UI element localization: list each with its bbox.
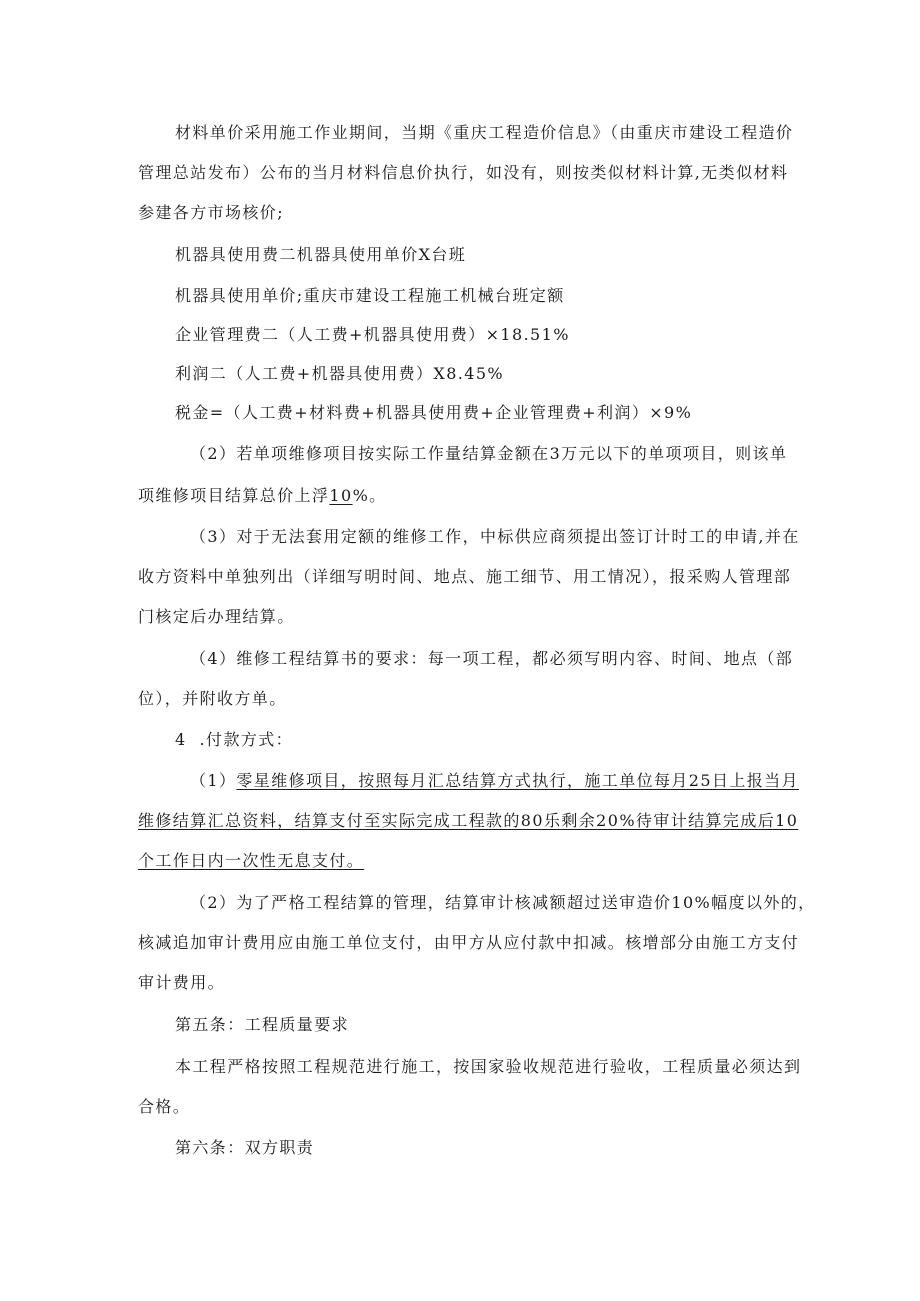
paragraph-material-price-line-3: 参建各方市场核价; [138,203,284,222]
paragraph-payment-2-line-1: （2）为了严格工程结算的管理，结算审计核减额超过送审造价10%幅度以外的， [190,893,816,912]
payment-1-number: （1） [190,771,237,790]
formula-machine-unit-price: 机器具使用单价;重庆市建设工程施工机械台班定额 [175,286,565,305]
paragraph-material-price-line-2: 管理总站发布）公布的当月材料信息价执行，如没有，则按类似材料计算,无类似材料 [138,163,789,182]
paragraph-item-3-line-3: 门核定后办理结算。 [138,607,295,626]
paragraph-item-3-line-1: （3）对于无法套用定额的维修工作，中标供应商须提出签订计时工的申请,并在 [190,527,800,546]
heading-payment-method: 4 .付款方式： [175,730,294,749]
paragraph-payment-1-line-3: 个工作日内一次性无息支付。 [138,851,365,870]
item-2-suffix: %。 [352,486,387,505]
paragraph-quality-line-1: 本工程严格按照工程规范进行施工，按国家验收规范进行验收，工程质量必须达到 [175,1057,802,1076]
payment-1-underlined-text: 零星维修项目，按照每月汇总结算方式执行，施工单位每月25日上报当月 [236,771,799,790]
paragraph-material-price-line-1: 材料单价采用施工作业期间，当期《重庆工程造价信息》（由重庆市建设工程造价 [175,123,794,142]
paragraph-item-2-line-2 [138,484,788,508]
formula-tax: 税金=（人工费+材料费+机器具使用费+企业管理费+利润）×9% [175,403,693,422]
paragraph-item-2-line-1: （2）若单项维修项目按实际工作量结算金额在3万元以下的单项项目，则该单 [190,444,788,463]
formula-machine-fee: 机器具使用费二机器具使用单价X台班 [175,245,467,264]
item-2-text: 项维修项目结算总价上浮 [138,486,330,505]
paragraph-payment-2-line-2: 核减追加审计费用应由施工单位支付，由甲方从应付款中扣减。核增部分由施工方支付 [138,933,800,952]
paragraph-payment-2-line-3: 审计费用。 [138,973,226,992]
paragraph-quality-line-2: 合格。 [138,1097,191,1116]
heading-article-5: 第五条：工程质量要求 [175,1015,350,1034]
formula-profit: 利润二（人工费+机器具使用费）X8.45% [175,364,505,383]
paragraph-item-4-line-1: （4）维修工程结算书的要求：每一项工程，都必须写明内容、时间、地点（部 [190,649,794,668]
heading-article-6: 第六条：双方职责 [175,1138,315,1157]
paragraph-payment-1-line-1 [190,769,799,793]
item-2-percent-underlined: 10 [329,486,353,505]
paragraph-payment-1-line-2: 维修结算汇总资料，结算支付至实际完成工程款的80乐剩余20%待审计结算完成后10 [138,811,799,830]
formula-management-fee: 企业管理费二（人工费+机器具使用费）×18.51% [175,325,570,344]
paragraph-item-4-line-2: 位），并附收方单。 [138,689,287,708]
paragraph-item-3-line-2: 收方资料中单独列出（详细写明时间、地点、施工细节、用工情况），报采购人管理部 [138,567,792,586]
